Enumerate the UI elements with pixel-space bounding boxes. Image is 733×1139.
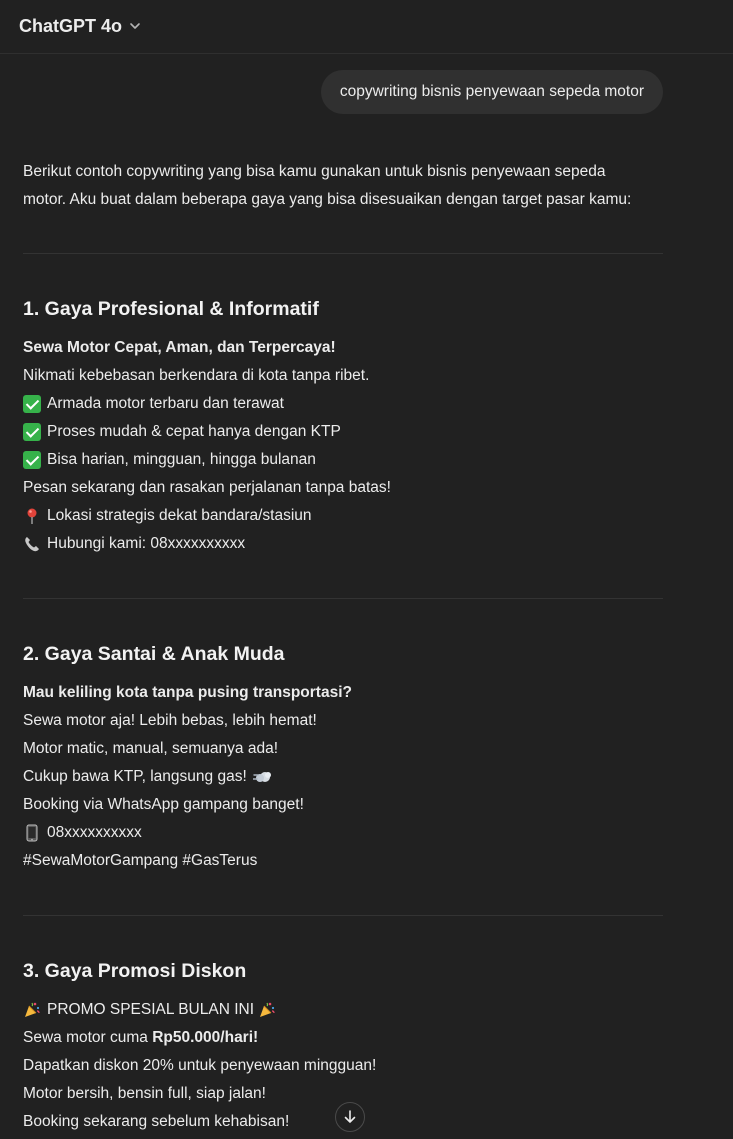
- section-1-check-item: [23, 390, 663, 418]
- section-3-title: 3. Gaya Promosi Diskon: [23, 960, 247, 982]
- phone-text: 08xxxxxxxxxx: [47, 824, 142, 841]
- intro-line-1: Berikut contoh copywriting yang bisa kamu gunakan untuk bisnis penyewaan sepeda: [23, 163, 606, 180]
- chevron-down-icon: [128, 19, 142, 33]
- section-1-contact: [23, 530, 663, 558]
- section-3-line: Booking sekarang sebelum kehabisan!: [23, 1113, 290, 1130]
- section-1-check-item: [23, 418, 663, 446]
- model-selector[interactable]: [19, 14, 142, 38]
- section-1-headline: Sewa Motor Cepat, Aman, dan Terpercaya!: [23, 339, 336, 356]
- divider: [23, 598, 663, 599]
- check-item-text: Armada motor terbaru dan terawat: [47, 395, 284, 412]
- assistant-intro: [23, 158, 663, 214]
- user-message-text: copywriting bisnis penyewaan sepeda motor: [339, 83, 644, 100]
- section-3-price-line: [23, 1024, 663, 1052]
- section-3-line: Motor bersih, bensin full, siap jalan!: [23, 1085, 266, 1102]
- section-1-line: Nikmati kebebasan berkendara di kota tanpa ribet.: [23, 367, 370, 384]
- check-mark-icon: [23, 451, 41, 469]
- section-2-line-text: Cukup bawa KTP, langsung gas!: [23, 768, 247, 785]
- divider: [23, 253, 663, 254]
- section-2-line: Motor matic, manual, semuanya ada!: [23, 740, 279, 757]
- section-2-hashtags: #SewaMotorGampang #GasTerus: [23, 852, 258, 869]
- section-3-promo: [23, 996, 663, 1024]
- section-1-location: [23, 502, 663, 530]
- check-item-text: Proses mudah & cepat hanya dengan KTP: [47, 423, 341, 440]
- price-prefix: Sewa motor cuma: [23, 1029, 153, 1046]
- divider: [23, 915, 663, 916]
- section-1-check-item: [23, 446, 663, 474]
- section-2-headline: Mau keliling kota tanpa pusing transportasi?: [23, 684, 352, 701]
- section-2-title: 2. Gaya Santai & Anak Muda: [23, 643, 285, 665]
- model-label: ChatGPT 4o: [19, 15, 123, 36]
- section-2-line: Sewa motor aja! Lebih bebas, lebih hemat!: [23, 712, 317, 729]
- section-1-title: 1. Gaya Profesional & Informatif: [23, 298, 319, 320]
- section-2-phone: [23, 819, 663, 847]
- section-1-line: Pesan sekarang dan rasakan perjalanan tanpa batas!: [23, 479, 391, 496]
- scroll-to-bottom-button[interactable]: [335, 1102, 365, 1132]
- section-2-body: [23, 679, 663, 875]
- section-3-line: Dapatkan diskon 20% untuk penyewaan mingguan!: [23, 1057, 377, 1074]
- section-2-line-with-icon: [23, 763, 663, 791]
- promo-text: PROMO SPESIAL BULAN INI: [47, 1001, 255, 1018]
- location-text: Lokasi strategis dekat bandara/stasiun: [47, 507, 312, 524]
- intro-line-2: motor. Aku buat dalam beberapa gaya yang bisa disesuaikan dengan target pasar kamu:: [23, 191, 632, 208]
- mobile-phone-icon: [23, 824, 41, 842]
- dash-icon: [253, 768, 271, 786]
- telephone-icon: [23, 535, 41, 553]
- check-mark-icon: [23, 395, 41, 413]
- contact-text: Hubungi kami: 08xxxxxxxxxx: [47, 535, 246, 552]
- check-item-text: Bisa harian, mingguan, hingga bulanan: [47, 451, 316, 468]
- section-1-body: [23, 334, 663, 558]
- party-popper-icon: [258, 1001, 276, 1019]
- pushpin-icon: [23, 507, 41, 525]
- top-bar: [0, 0, 733, 54]
- section-2-line: Booking via WhatsApp gampang banget!: [23, 796, 304, 813]
- price-value: Rp50.000/hari!: [152, 1029, 259, 1046]
- user-message-bubble: [321, 70, 663, 114]
- check-mark-icon: [23, 423, 41, 441]
- arrow-down-icon: [342, 1109, 358, 1125]
- party-popper-icon: [23, 1001, 41, 1019]
